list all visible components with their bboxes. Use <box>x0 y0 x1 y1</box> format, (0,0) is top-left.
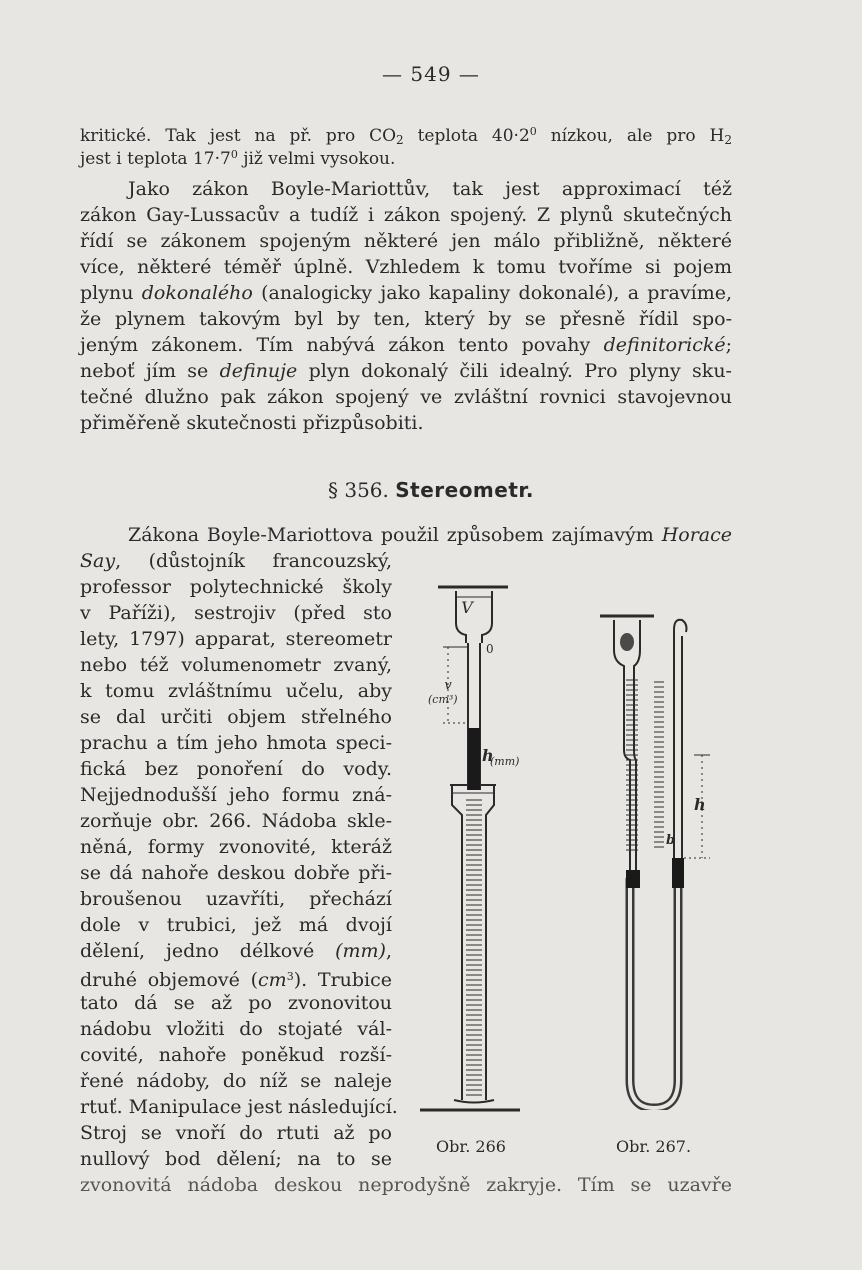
text-line: rtuť. Manipulace jest následující. <box>80 1096 398 1118</box>
text-line: zorňuje obr. 266. Nádoba skle- <box>80 810 392 832</box>
text-line: kritické. Tak jest na př. pro $CO_2$ teplota $40\cdot 2^0$ nízkou, ale pro $H_2$ <box>80 125 732 147</box>
text-line: něná, formy zvonovité, kteráž <box>80 836 392 858</box>
text-line: plynu dokonalého (analogicky jako kapaliny dokonalé), a pravíme, <box>80 282 732 304</box>
label-v-small: v <box>444 678 452 693</box>
text-line: Say, (důstojník francouzský, <box>80 550 392 572</box>
label-cm3: (cm³) <box>428 693 458 706</box>
text-line: dole v trubici, jež má dvojí <box>80 914 392 936</box>
section-number: § 356. <box>327 478 389 502</box>
text-line: tato dá se až po zvonovitou <box>80 992 392 1014</box>
text-line: druhé objemové $(cm^3)$. Trubice <box>80 969 393 991</box>
text-line: fická bez ponoření do vody. <box>80 758 392 780</box>
text-line: broušenou uzavříti, přechází <box>80 888 392 910</box>
text-line: lety, 1797) apparat, stereometr <box>80 628 392 650</box>
text-line: Zákona Boyle-Mariottova použil způsobem zajímavým Horace <box>128 524 732 546</box>
label-mm: (mm) <box>490 755 520 768</box>
label-v: V <box>461 598 473 617</box>
text-line: zvonovitá nádoba deskou neprodyšně zakryje. Tím se uzavře <box>80 1174 732 1196</box>
text-line: dělení, jedno délkové (mm), <box>80 940 392 962</box>
caption-266: Obr. 266 <box>436 1137 506 1156</box>
text-line: k tomu zvláštnímu učelu, aby <box>80 680 392 702</box>
text-line: více, některé téměř úplně. Vzhledem k tomu tvoříme si pojem <box>80 256 732 278</box>
text-line: se dá nahoře deskou dobře při- <box>80 862 392 884</box>
text-line: jest i teplota $17\cdot 7^0$ již velmi vysokou. <box>80 148 396 169</box>
label-h: h <box>482 746 494 765</box>
text-line: Nejjednodušší jeho formu zná- <box>80 784 392 806</box>
text-line: se dal určiti objem střelného <box>80 706 392 728</box>
figure-266-stereometer <box>410 575 520 1135</box>
text-line: Jako zákon Boyle-Mariottův, tak jest approximací též <box>128 178 732 200</box>
caption-267: Obr. 267. <box>616 1137 692 1156</box>
text-line: řídí se zákonem spojeným některé jen málo přibližně, některé <box>80 230 732 252</box>
text-line: tečné dlužno pak zákon spojený ve zvláštní rovnici stavojevnou <box>80 386 732 408</box>
text-line: přiměřeně skutečnosti přizpůsobiti. <box>80 412 424 434</box>
text-line: v Paříži), sestrojiv (před sto <box>80 602 392 624</box>
text-line: že plynem takovým byl by ten, který by se přesně řídil spo- <box>80 308 732 330</box>
section-title: Stereometr. <box>395 478 535 502</box>
text-line: Stroj se vnoří do rtuti až po <box>80 1122 392 1144</box>
figure-267-stereometer <box>590 610 710 1110</box>
text-line: nádobu vložiti do stojaté vál- <box>80 1018 392 1040</box>
page-number: — 549 — <box>382 62 480 86</box>
text-line: nebo též volumenometr zvaný, <box>80 654 392 676</box>
text-line: covité, nahoře poněkud rozší- <box>80 1044 392 1066</box>
text-line: prachu a tím jeho hmota speci- <box>80 732 392 754</box>
text-line: zákon Gay-Lussacův a tudíž i zákon spojený. Z plynů skutečných <box>80 204 732 226</box>
text-line: neboť jím se definuje plyn dokonalý čili idealný. Pro plyny sku- <box>80 360 732 382</box>
label-zero: 0 <box>486 642 494 656</box>
text-line: řené nádoby, do níž se naleje <box>80 1070 392 1092</box>
label-b: b <box>666 833 676 848</box>
text-line: nullový bod dělení; na to se <box>80 1148 392 1170</box>
text-line: jeným zákonem. Tím nabývá zákon tento povahy definitorické; <box>80 334 732 356</box>
text-line: professor polytechnické školy <box>80 576 392 598</box>
section-heading <box>0 478 862 502</box>
label-h: h <box>694 795 706 814</box>
